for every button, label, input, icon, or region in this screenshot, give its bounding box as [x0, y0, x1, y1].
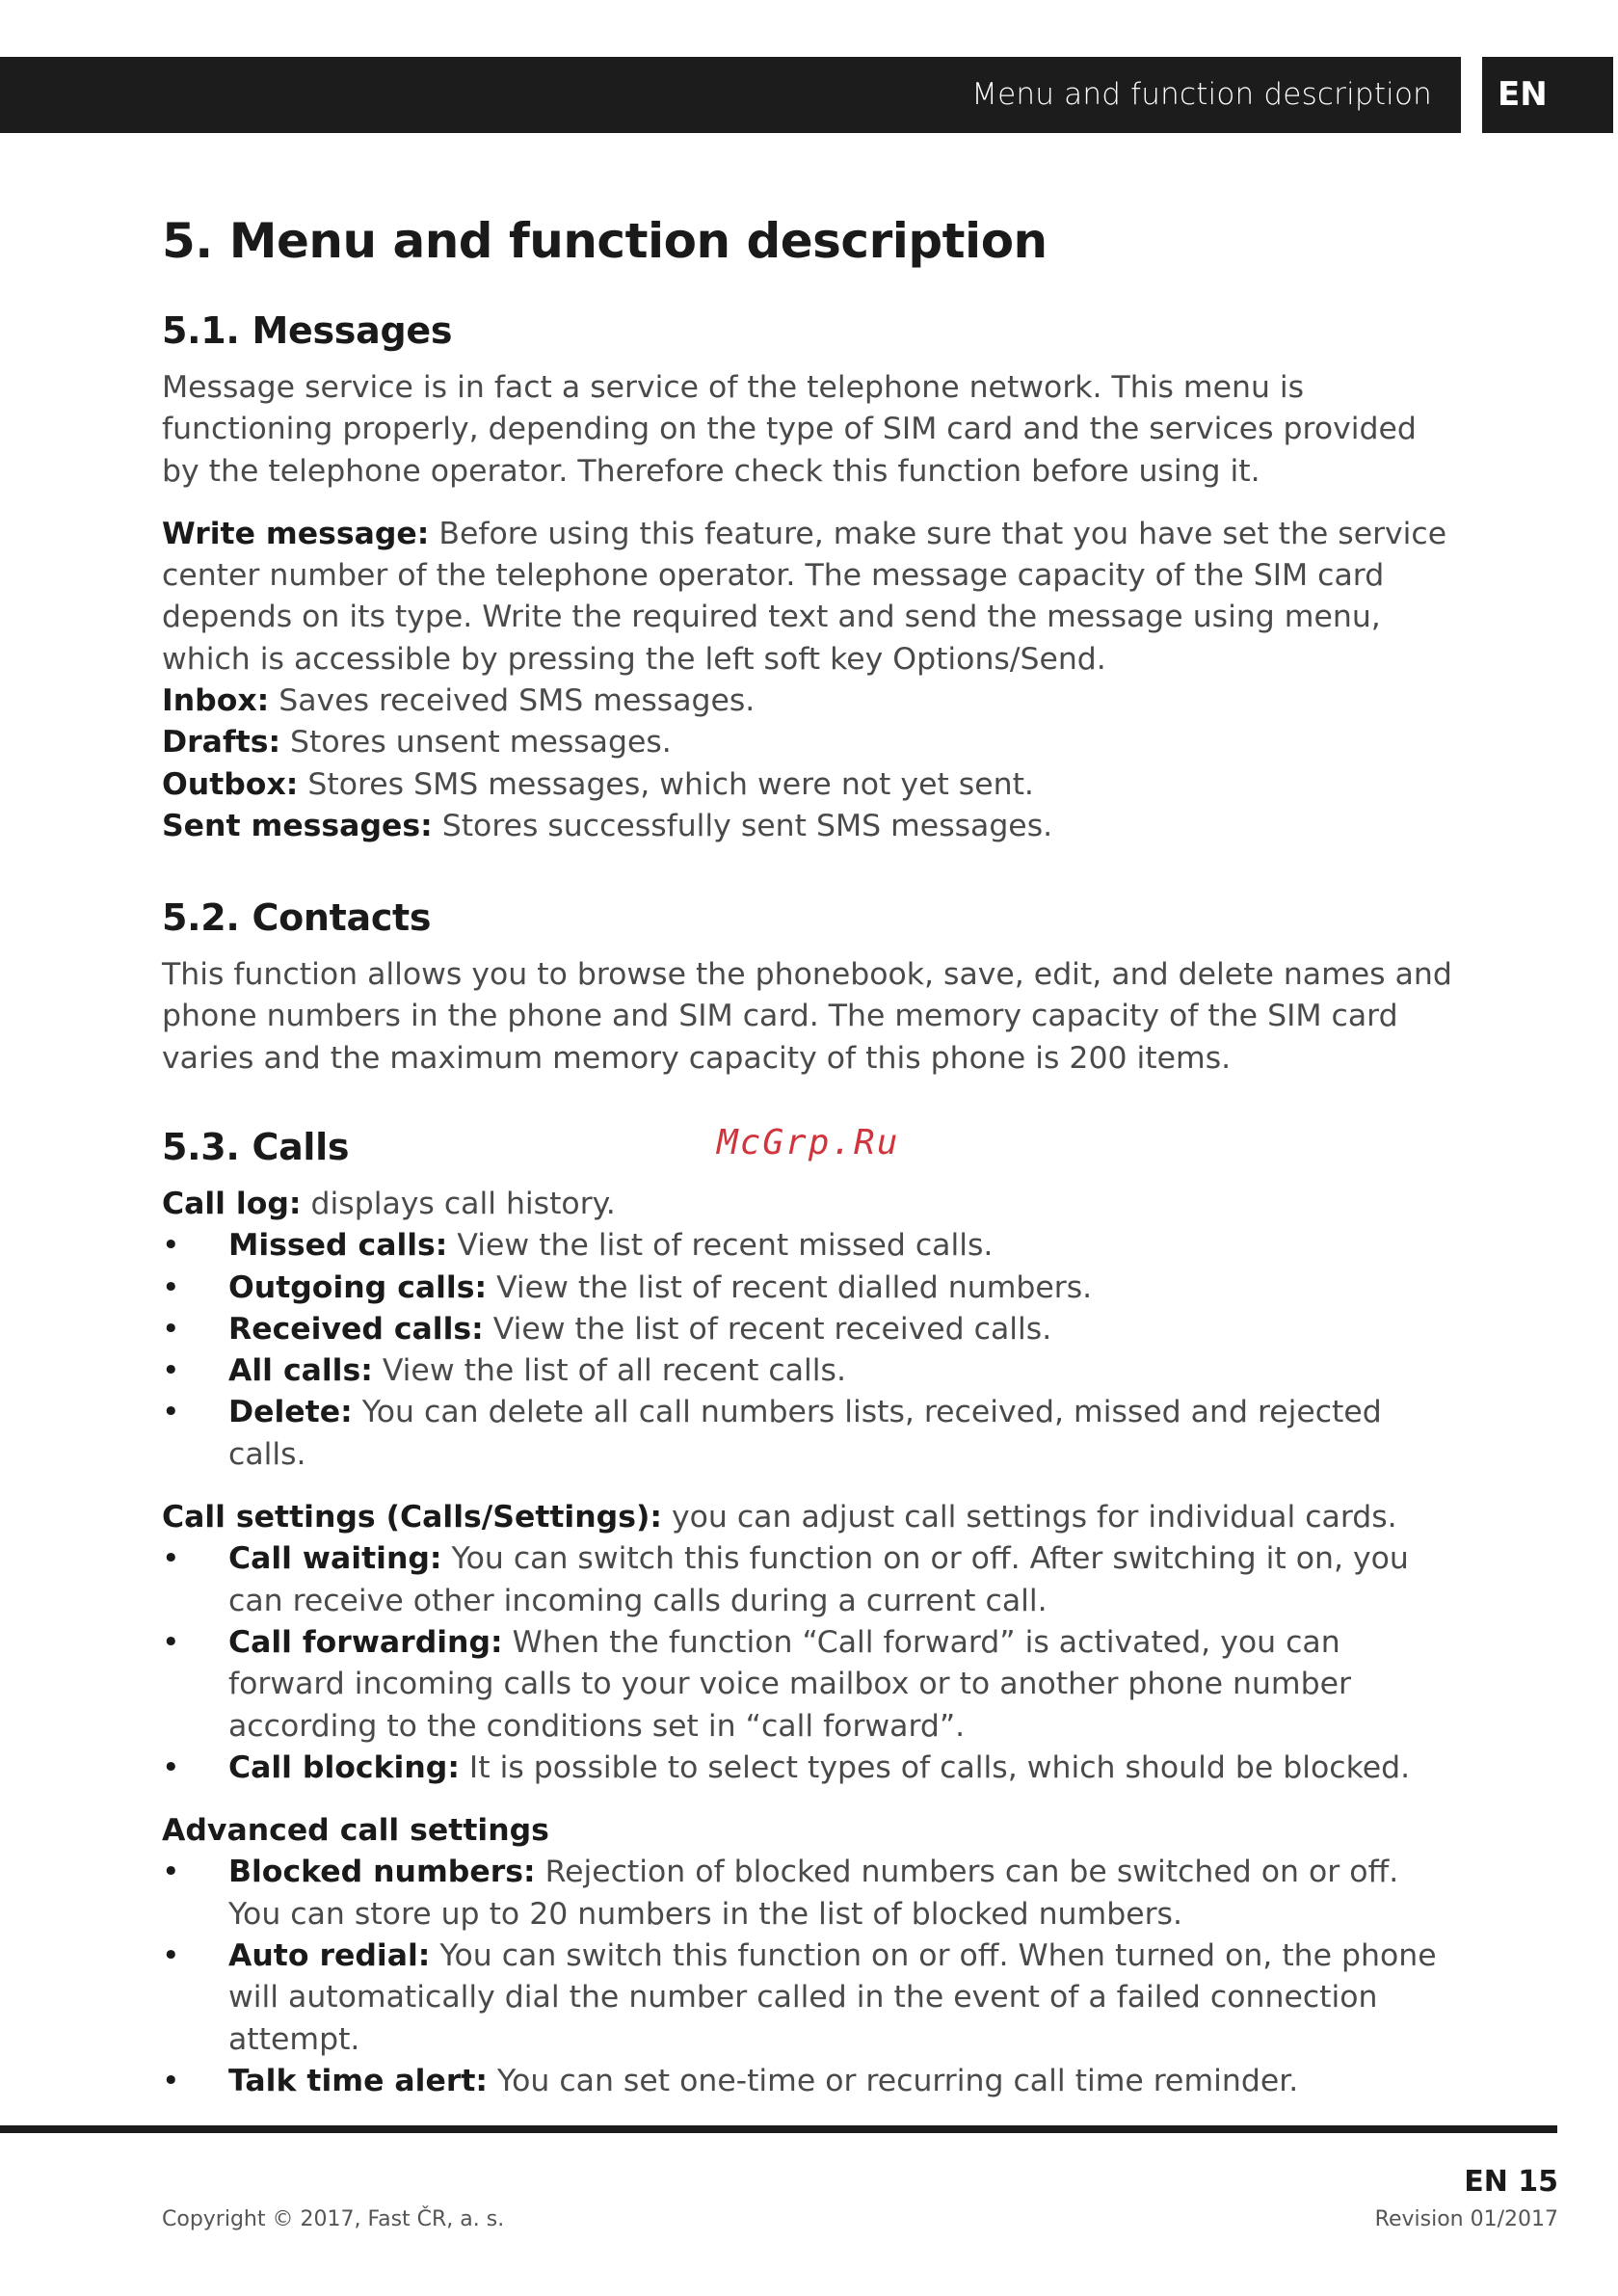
- list-item: • Received calls: View the list of recent received calls.: [162, 1309, 1453, 1350]
- section-heading: 5.1. Messages: [162, 309, 453, 352]
- list-item: • Talk time alert: You can set one-time or recurring call time reminder.: [162, 2061, 1453, 2102]
- list-item: • Delete: You can delete all call numbers lists, received, missed and rejected calls.: [162, 1392, 1453, 1476]
- copyright: Copyright © 2017, Fast ČR, a. s.: [162, 2207, 505, 2231]
- page-title: 5. Menu and function description: [162, 213, 1048, 269]
- list-item: • Call forwarding: When the function “Call forward” is activated, you can forward incoming calls to your voice mailbox or to another phone number according to the conditions set in “call forward”.: [162, 1622, 1453, 1748]
- messages-item-inbox: Inbox: Saves received SMS messages.: [162, 683, 756, 719]
- page-number: EN 15: [1464, 2165, 1558, 2199]
- section-messages: [162, 304, 1453, 847]
- section-contacts: [162, 891, 1453, 1080]
- call-log-list: [162, 1225, 1453, 1476]
- list-item: • Outgoing calls: View the list of recent dialled numbers.: [162, 1268, 1453, 1309]
- section-calls: [162, 1120, 1453, 2102]
- list-item: • Auto redial: You can switch this function on or off. When turned on, the phone will automatically dial the number called in the event of a failed connection attempt.: [162, 1936, 1453, 2061]
- header-bar: [0, 57, 1461, 133]
- messages-intro: Message service is in fact a service of the telephone network. This menu is functioning properly, depending on the type of SIM card and the services provided by the telephone operator. Therefore check this function before using it.: [162, 370, 1417, 489]
- messages-item-outbox: Outbox: Stores SMS messages, which were not yet sent.: [162, 766, 1034, 802]
- contacts-text: This function allows you to browse the phonebook, save, edit, and delete names and phone numbers in the phone and SIM card. The memory capacity of the SIM card varies and the maximum memory capacity of this phone is 200 items.: [162, 957, 1452, 1076]
- header-title: Menu and function description: [971, 77, 1432, 112]
- list-item: • Call waiting: You can switch this function on or off. After switching it on, you can receive other incoming calls during a current call.: [162, 1538, 1453, 1622]
- messages-item-drafts: Drafts: Stores unsent messages.: [162, 725, 672, 761]
- watermark: McGrp.Ru: [717, 1123, 900, 1162]
- revision: Revision 01/2017: [1374, 2207, 1558, 2231]
- list-item: • Call blocking: It is possible to select types of calls, which should be blocked.: [162, 1748, 1453, 1789]
- messages-item-sent: Sent messages: Stores successfully sent SMS messages.: [162, 808, 1053, 843]
- footer-divider: [0, 2125, 1557, 2133]
- section-heading: 5.3. Calls: [162, 1126, 350, 1168]
- call-log-line: Call log: displays call history.: [162, 1187, 616, 1221]
- list-item: • Blocked numbers: Rejection of blocked numbers can be switched on or off. You can store up to 20 numbers in the list of blocked numbers.: [162, 1852, 1453, 1936]
- list-item: • All calls: View the list of all recent calls.: [162, 1350, 1453, 1392]
- call-settings-list: [162, 1538, 1453, 1789]
- list-item: • Missed calls: View the list of recent missed calls.: [162, 1225, 1453, 1267]
- call-settings-line: Call settings (Calls/Settings): you can adjust call settings for individual cards.: [162, 1500, 1397, 1535]
- section-heading: 5.2. Contacts: [162, 896, 432, 939]
- advanced-settings-list: [162, 1852, 1453, 2102]
- language-tab: EN: [1482, 57, 1613, 133]
- messages-item-write: Write message: Before using this feature, make sure that you have set the service center number of the telephone operator. The message capacity of the SIM card depends on its type. Write the required text and send the message using menu, which is accessible by pressing the left soft key Options/Send.: [162, 516, 1447, 677]
- advanced-settings-line: Advanced call settings: [162, 1813, 549, 1849]
